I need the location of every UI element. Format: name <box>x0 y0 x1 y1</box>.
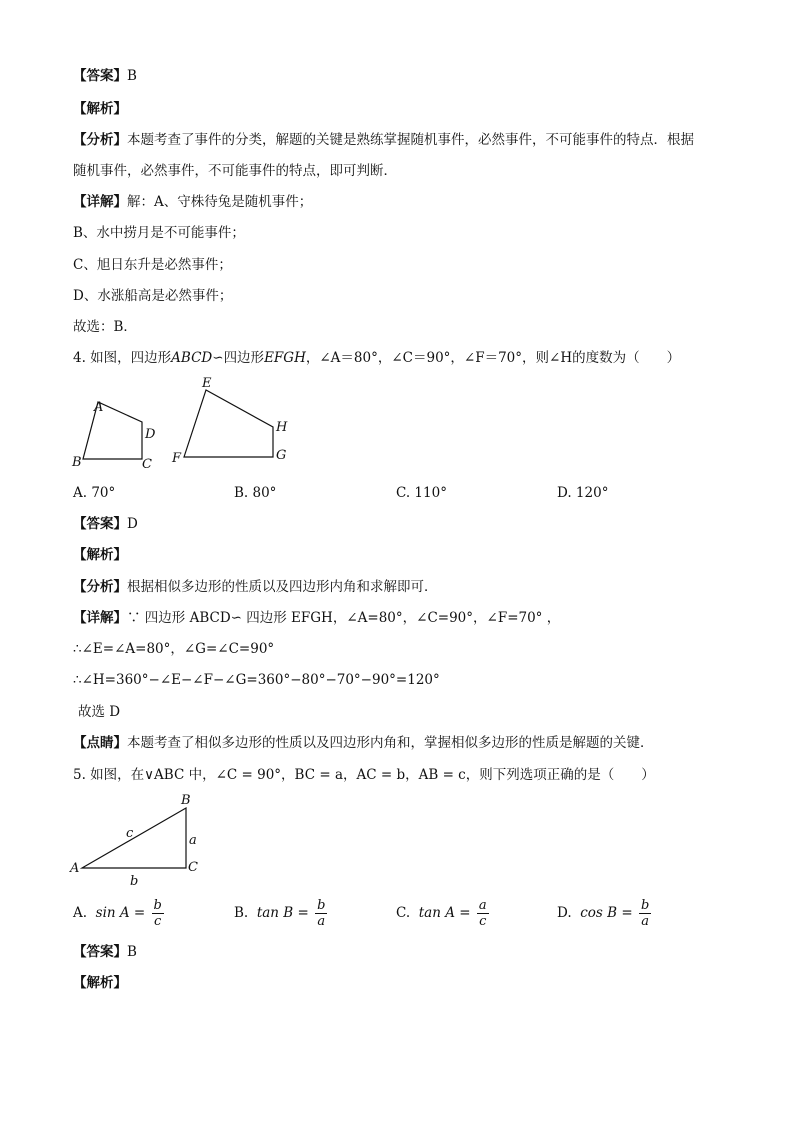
answer-tag: 【答案】 <box>73 68 127 84</box>
q3-detail-line4: D、水涨船高是必然事件； <box>73 288 233 304</box>
answer-value: D <box>127 516 138 532</box>
q3-detail-line2: B、水中捞月是不可能事件； <box>73 225 245 241</box>
answer-value: B <box>127 944 137 960</box>
option-label: C. <box>396 905 411 921</box>
label-F: F <box>172 451 182 466</box>
detail-tag: 【详解】 <box>73 610 127 626</box>
q4-analysis-line <box>73 578 438 596</box>
analysis-tag: 【分析】 <box>73 579 127 595</box>
q4-efgh: EFGH <box>264 350 306 366</box>
analysis-text: 根据相似多边形的性质以及四边形内角和求解即可． <box>127 579 438 595</box>
right-triangle <box>82 808 186 868</box>
q4-answer-line <box>73 515 138 533</box>
q4-conclusion: 故选 D <box>78 704 121 720</box>
q4-detail-line2: ∴∠E=∠A=80°，∠G=∠C=90° <box>73 641 275 657</box>
q4-detail-line3: ∴∠H=360°−∠E−∠F−∠G=360°−80°−70°−90°=120° <box>73 672 440 688</box>
label-b: b <box>130 874 139 888</box>
fraction-denominator: c <box>154 914 162 929</box>
q3-detail-line3: C、旭日东升是必然事件； <box>73 257 232 273</box>
analysis-tag: 【分析】 <box>73 132 127 148</box>
q4-option-b: B. 80° <box>234 485 277 501</box>
fraction-numerator: b <box>640 898 650 913</box>
option-func: tan B = <box>256 905 309 921</box>
q4-option-c: C. 110° <box>396 485 447 501</box>
q4-abcd: ABCD <box>171 350 213 366</box>
quad-efgh <box>184 390 273 457</box>
q4-option-d: D. 120° <box>557 485 609 501</box>
quad-abcd <box>83 402 142 459</box>
q5-answer-line <box>73 943 137 961</box>
q3-conclusion: 故选：B． <box>73 319 137 335</box>
comment-tag: 【点睛】 <box>73 735 127 751</box>
label-B: B <box>181 793 191 808</box>
q5-option-d <box>557 898 651 929</box>
q4-comment-line <box>73 734 654 752</box>
q5-option-a <box>73 898 164 929</box>
label-a: a <box>189 833 197 848</box>
label-A: A <box>94 400 104 415</box>
q4-figure <box>60 370 300 470</box>
fraction-numerator: b <box>317 898 326 913</box>
comment-text: 本题考查了相似多边形的性质以及四边形内角和，掌握相似多边形的性质是解题的关键． <box>127 735 654 751</box>
option-func: sin A = <box>95 905 146 921</box>
option-fraction <box>477 898 489 929</box>
option-label: D. <box>557 905 572 921</box>
option-fraction <box>315 898 327 929</box>
q5-explain-tag: 【解析】 <box>73 975 127 991</box>
fraction-denominator: c <box>479 914 487 929</box>
fraction-denominator: a <box>317 914 326 929</box>
detail-text: ∵ 四边形 ABCD∽ 四边形 EFGH，∠A=80°，∠C=90°，∠F=70° ， <box>127 610 561 626</box>
option-func: cos B = <box>580 905 633 921</box>
label-C: C <box>142 457 152 470</box>
q3-analysis-line2: 随机事件，必然事件，不可能事件的特点，即可判断． <box>73 163 397 179</box>
q3-detail-line1 <box>73 193 312 211</box>
q5-option-c <box>396 898 489 929</box>
option-fraction <box>152 898 164 929</box>
q3-analysis-line1 <box>73 131 694 149</box>
q4-stem-a: 4. 如图，四边形 <box>73 350 172 366</box>
answer-value: B <box>127 68 137 84</box>
answer-tag: 【答案】 <box>73 944 127 960</box>
label-c: c <box>126 826 134 841</box>
q5-stem: 5. 如图，在∨ABC 中，∠C = 90°，BC = a，AC = b，AB = c，则下列选项正确的是（ ） <box>73 767 655 783</box>
q4-sim-symbol: ∽ <box>212 350 224 366</box>
q4-stem-b: 四边形 <box>223 350 265 366</box>
fraction-numerator: a <box>478 898 487 913</box>
analysis-text: 本题考查了事件的分类，解题的关键是熟练掌握随机事件，必然事件，不可能事件的特点．根据 <box>127 132 694 148</box>
label-H: H <box>276 420 288 435</box>
q3-answer-line <box>73 67 137 85</box>
option-func: tan A = <box>418 905 471 921</box>
q5-option-b <box>234 898 327 929</box>
label-A: A <box>70 861 80 876</box>
label-E: E <box>202 376 212 391</box>
label-D: D <box>145 427 156 442</box>
fraction-numerator: b <box>153 898 162 913</box>
q4-stem <box>73 349 680 367</box>
q3-explain-tag: 【解析】 <box>73 101 127 117</box>
q5-figure <box>60 788 220 888</box>
answer-tag: 【答案】 <box>73 516 127 532</box>
option-label: A. <box>73 905 88 921</box>
fraction-denominator: a <box>641 914 650 929</box>
q4-explain-tag: 【解析】 <box>73 547 127 563</box>
label-B: B <box>72 455 82 470</box>
q4-detail-line1 <box>73 609 560 627</box>
label-C: C <box>188 860 198 875</box>
detail-tag: 【详解】 <box>73 194 127 210</box>
detail-text: 解：A、守株待兔是随机事件； <box>127 194 313 210</box>
option-label: B. <box>234 905 249 921</box>
option-fraction <box>639 898 651 929</box>
q4-option-a: A. 70° <box>73 485 116 501</box>
q4-stem-c: ，∠A＝80°，∠C＝90°，∠F＝70°，则∠H的度数为（ ） <box>305 350 681 366</box>
label-G: G <box>276 448 287 463</box>
